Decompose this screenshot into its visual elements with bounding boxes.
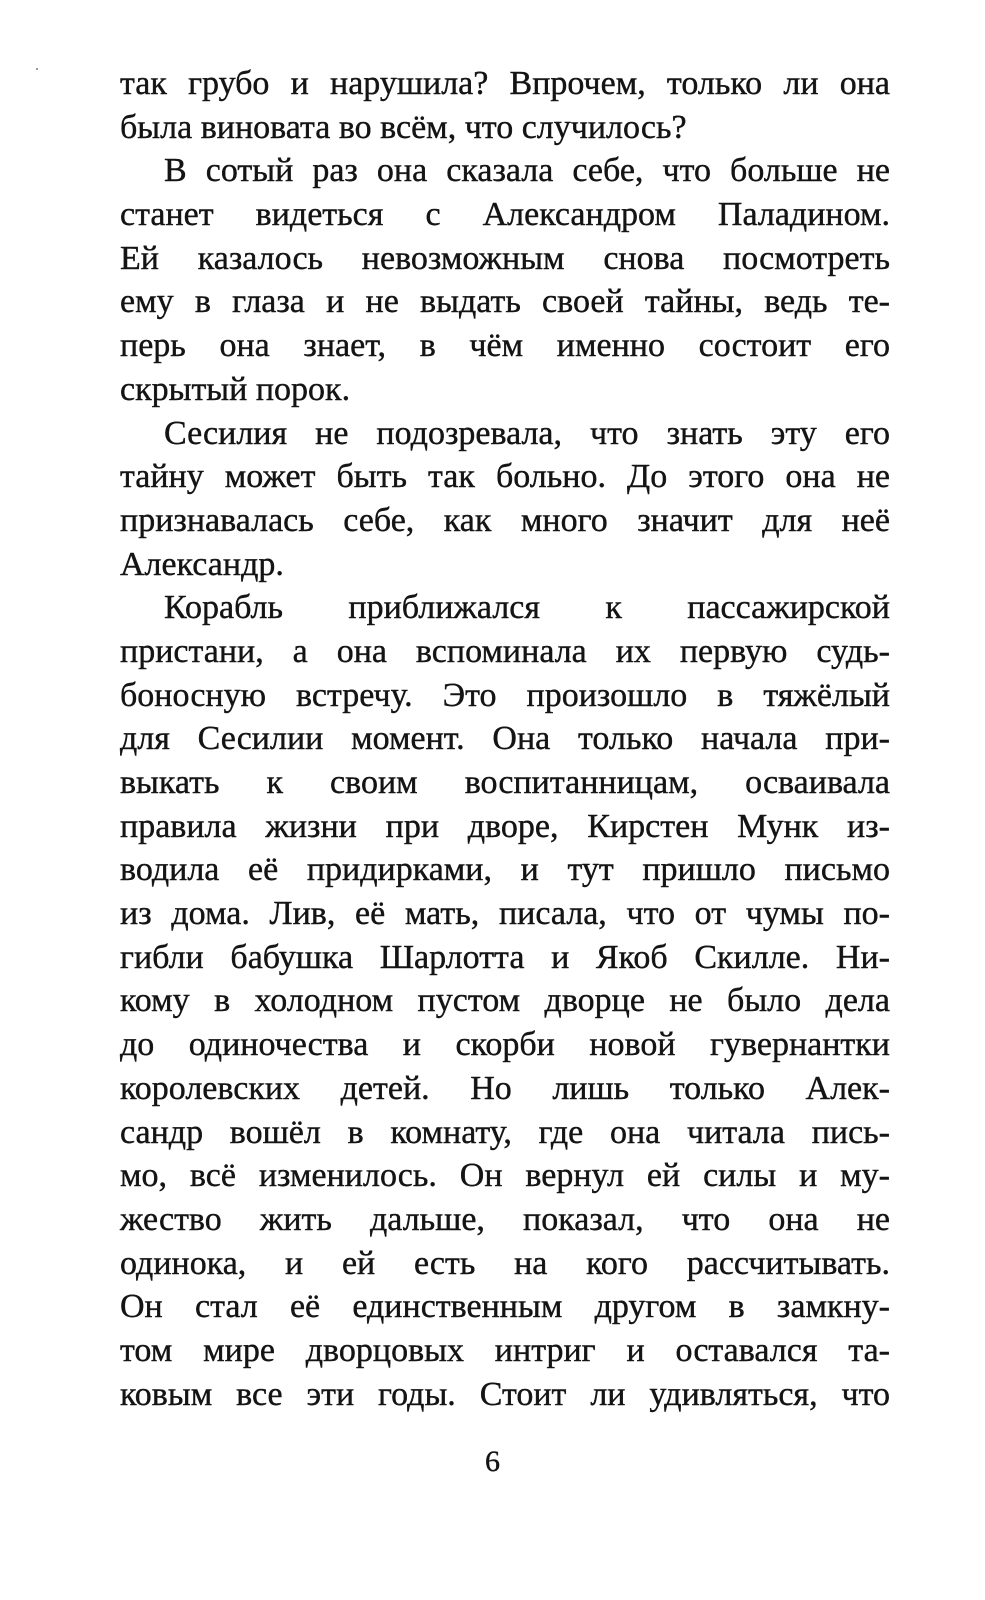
text-line: ему в глаза и не выдать своей тайны, ведь те- — [120, 283, 890, 321]
text-line: была виновата во всём, что случилось? — [120, 108, 687, 146]
text-line: правила жизни при дворе, Кирстен Мунк из- — [120, 807, 890, 845]
page-number: 6 — [485, 1445, 500, 1478]
text-line: Сесилия не подозревала, что знать эту его — [164, 414, 890, 452]
text-line: кому в холодном пустом дворце не было дела — [120, 982, 890, 1020]
text-line: Корабль приближался к пассажирской — [164, 589, 890, 627]
text-line: королевских детей. Но лишь только Алек- — [120, 1069, 890, 1107]
text-line: ковым все эти годы. Стоит ли удивляться, что — [120, 1375, 890, 1413]
text-line: так грубо и нарушила? Впрочем, только ли она — [120, 65, 890, 102]
text-line: Александр. — [120, 545, 284, 583]
text-line: том мире дворцовых интриг и оставался та- — [120, 1331, 890, 1369]
text-line: одинока, и ей есть на кого рассчитывать. — [120, 1244, 890, 1282]
text-line: Ей казалось невозможным снова посмотреть — [120, 239, 890, 277]
text-line: сандр вошёл в комнату, где она читала пись- — [120, 1113, 890, 1151]
text-line: В сотый раз она сказала себе, что больше не — [164, 152, 890, 190]
text-line: до одиночества и скорби новой гувернантки — [120, 1026, 890, 1064]
scan-speck — [36, 68, 38, 70]
text-line: скрытый порок. — [120, 370, 351, 408]
text-line: жество жить дальше, показал, что она не — [120, 1200, 890, 1238]
text-line: перь она знает, в чём именно состоит его — [120, 327, 890, 365]
text-line: Он стал её единственным другом в замкну- — [120, 1288, 890, 1326]
text-line: водила её придирками, и тут пришло письмо — [120, 851, 890, 889]
text-line: из дома. Лив, её мать, писала, что от чумы по- — [120, 895, 890, 933]
text-line: станет видеться с Александром Паладином. — [120, 196, 890, 234]
text-line: гибли бабушка Шарлотта и Якоб Скилле. Ни- — [120, 938, 890, 976]
text-line: тайну может быть так больно. До этого она не — [120, 458, 890, 496]
text-line: боносную встречу. Это произошло в тяжёлый — [120, 676, 890, 714]
text-line: пристани, а она вспоминала их первую судь- — [120, 632, 890, 670]
text-line: для Сесилии момент. Она только начала при- — [120, 720, 890, 758]
book-page-text — [120, 62, 890, 1416]
text-line: признавалась себе, как много значит для неё — [120, 501, 890, 539]
text-line: мо, всё изменилось. Он вернул ей силы и му- — [120, 1157, 890, 1195]
text-line: выкать к своим воспитанницам, осваивала — [120, 764, 890, 801]
